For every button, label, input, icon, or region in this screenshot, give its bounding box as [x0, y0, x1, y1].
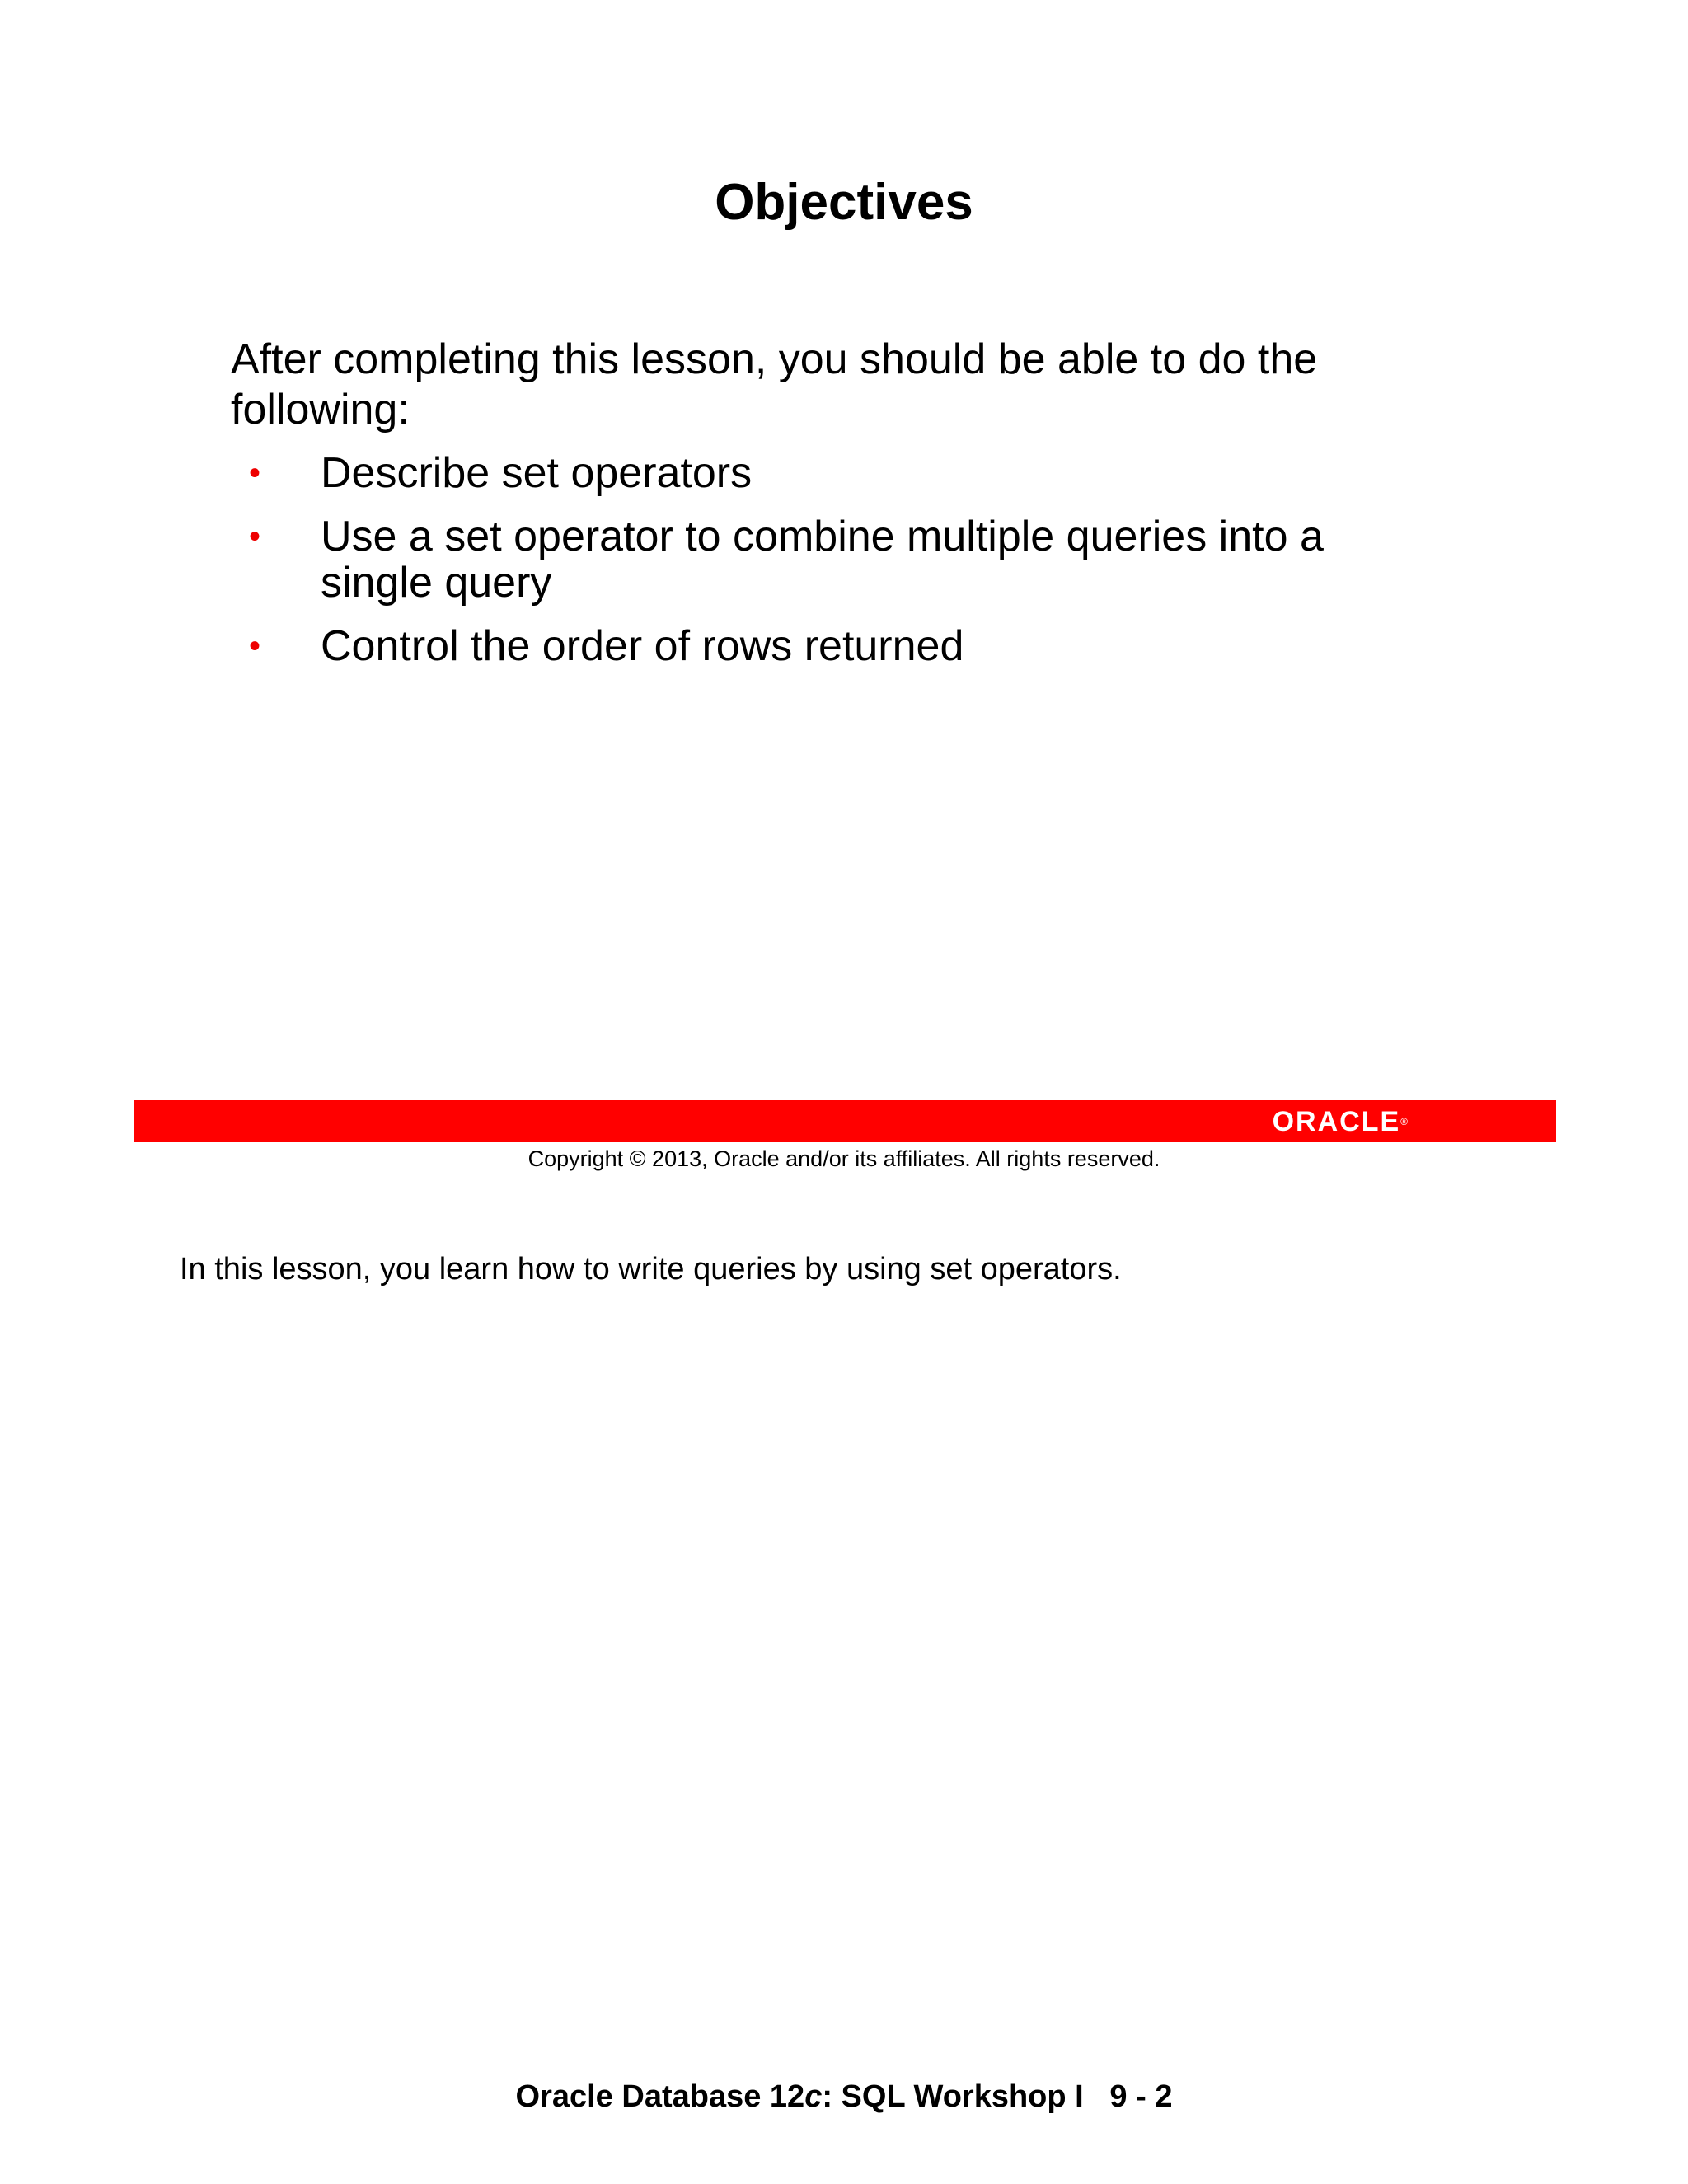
oracle-logo-text: ORACLE — [1272, 1106, 1401, 1137]
objective-item — [231, 450, 1418, 496]
objective-item — [231, 623, 1418, 669]
objective-item — [231, 513, 1418, 606]
page-footer — [0, 2077, 1688, 2116]
lesson-notes: In this lesson, you learn how to write queries by using set operators. — [180, 1252, 1122, 1286]
page-number: 9 - 2 — [1109, 2079, 1173, 2114]
oracle-logo — [1273, 1108, 1408, 1135]
objective-text: Control the order of rows returned — [321, 622, 964, 670]
bullet-icon: • — [249, 628, 261, 664]
slide-title: Objectives — [715, 174, 973, 231]
bullet-icon: • — [249, 455, 261, 491]
brand-bar — [134, 1100, 1556, 1142]
objectives-list — [231, 450, 1418, 687]
intro-text: After completing this lesson, you should be able to do the following: — [231, 335, 1318, 434]
bullet-icon: • — [249, 518, 261, 555]
registered-mark: ® — [1400, 1116, 1408, 1127]
course-version-suffix: c — [804, 2079, 823, 2114]
objective-text: Use a set operator to combine multiple queries into a single query — [321, 513, 1324, 607]
course-title-prefix: Oracle Database 12 — [515, 2079, 805, 2114]
copyright-notice: Copyright © 2013, Oracle and/or its affiliates. All rights reserved. — [528, 1146, 1160, 1171]
objective-text: Describe set operators — [321, 449, 753, 497]
course-title-rest: : SQL Workshop I — [822, 2079, 1084, 2114]
